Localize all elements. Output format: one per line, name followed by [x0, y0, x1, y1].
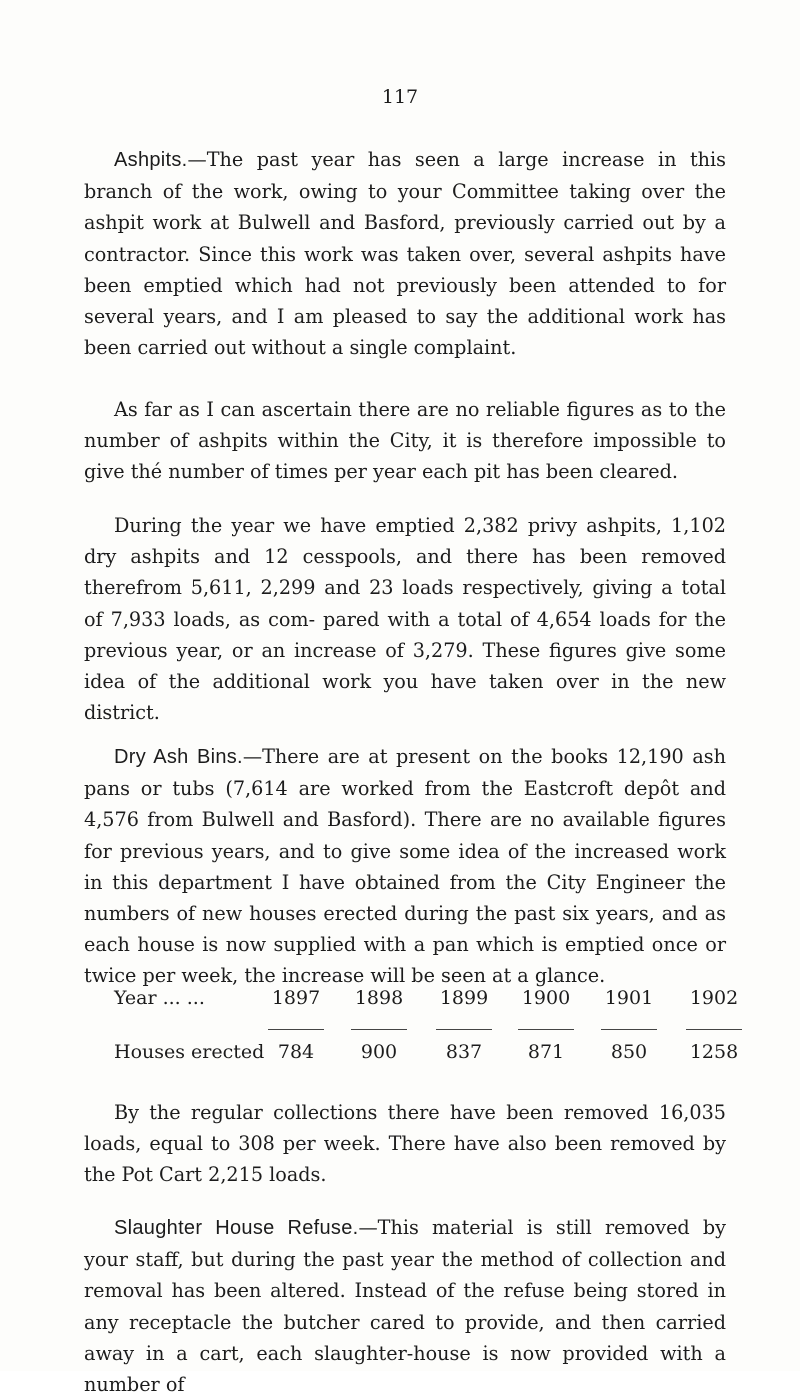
houses-cell: 837	[445, 1041, 483, 1063]
table-rule	[686, 1029, 742, 1030]
houses-label: Houses erected	[114, 1041, 265, 1063]
table-rule	[518, 1029, 574, 1030]
year-label: Year ... ...	[114, 987, 205, 1009]
houses-cell: 850	[610, 1041, 648, 1063]
houses-cell: 871	[527, 1041, 565, 1063]
paragraph-emptied-totals: During the year we have emptied 2,382 privy ashpits, 1,102 dry ashpits and 12 cesspools, and there has been removed therefrom 5,611, 2,299 and 23 loads respectively, giving a total of 7,933 loads, as com- pared with a total of 4,654 loads for the previous year, or an increase of 3,279. These figures give some idea of the additional work you have taken over in the new district.	[84, 514, 726, 725]
year-cell: 1902	[689, 987, 739, 1009]
paragraph-slaughter-house	[84, 1212, 726, 1400]
houses-cell: 784	[277, 1041, 315, 1063]
page-number: 117	[381, 86, 419, 108]
table-rule	[351, 1029, 407, 1030]
year-cell: 1898	[354, 987, 404, 1009]
heading-dry-ash-bins: Dry Ash Bins.	[114, 746, 243, 768]
table-row-years	[84, 987, 739, 1017]
table-rule	[601, 1029, 657, 1030]
paragraph-dry-ash-bins	[84, 741, 726, 992]
year-cell: 1900	[521, 987, 571, 1009]
houses-cell: 1258	[689, 1041, 739, 1063]
dry-ash-bins-text: —There are at present on the books 12,190 ash pans or tubs (7,614 are worked from the Eastcroft depôt and 4,576 from Bulwell and Basford). There are no available figures for previous years, and to give some idea of the increased work in this department I have obtained from the City Engineer the numbers of new houses erected during the past six years, and as each house is now supplied with a pan which is emptied once or twice per week, the increase will be seen at a glance.	[84, 745, 726, 988]
ashpits-text: —The past year has seen a large increase in this branch of the work, owing to your Committee taking over the ashpit work at Bulwell and Basford, previously carried out by a contractor. Since this work was taken over, several ashpits have been emptied which had not previously been attended to for several years, and I am pleased to say the additional work has been carried out without a single complaint.	[84, 148, 726, 360]
paragraph-regular-collections: By the regular collections there have been removed 16,035 loads, equal to 308 per week. There have also been removed by the Pot Cart 2,215 loads.	[84, 1101, 726, 1187]
year-cell: 1897	[271, 987, 321, 1009]
slaughter-house-text: —This material is still removed by your staff, but during the past year the method of collection and removal has been altered. Instead of the refuse being stored in any receptacle the butcher cared to provide, and then carried away in a cart, each slaughter-house is now provided with a number of	[84, 1216, 726, 1397]
table-rule	[268, 1029, 324, 1030]
heading-ashpits: Ashpits.	[114, 149, 188, 171]
table-rule	[436, 1029, 492, 1030]
heading-slaughter-house: Slaughter House Refuse.	[114, 1217, 359, 1239]
houses-cell: 900	[360, 1041, 398, 1063]
year-cell: 1901	[604, 987, 654, 1009]
year-cell: 1899	[439, 987, 489, 1009]
table-row-houses	[84, 1041, 739, 1071]
paragraph-ashpits	[84, 144, 726, 363]
paragraph-ashpit-figures: As far as I can ascertain there are no reliable figures as to the number of ashpits within the City, it is therefore impossible to give thé number of times per year each pit has been cleared.	[84, 398, 726, 484]
houses-table	[84, 987, 739, 1071]
